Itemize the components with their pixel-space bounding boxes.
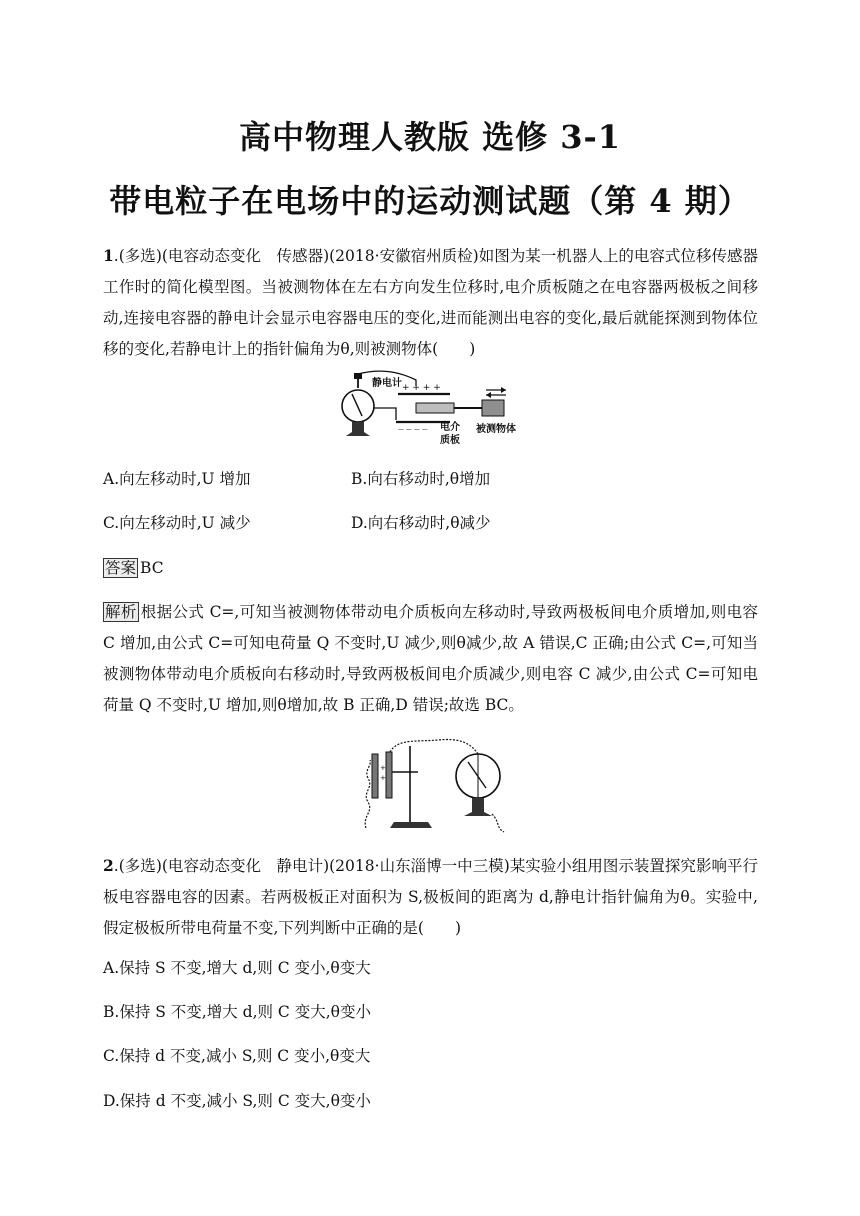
right-plate [386, 752, 392, 798]
q1-answer-line [103, 557, 164, 579]
question-1-stem [103, 240, 758, 365]
stand-base [390, 822, 432, 828]
q2-option-d: D.保持 d 不变,减小 S,则 C 变大,θ变小 [103, 1092, 371, 1110]
analysis-electrometer-base [464, 798, 492, 816]
left-plate [372, 754, 378, 798]
document-title: 高中物理人教版 选修 3-1 [238, 118, 622, 156]
coiled-wire-left [365, 760, 370, 828]
question-2-text: .(多选)(电容动态变化 静电计)(2018·山东淄博一中三模)某实验小组用图示装置探究影响平行板电容器电容的因素。若两极板正对面积为 S,极板间的距离为 d,静电计指针偏角为θ。实验中,假定极板所带电荷量不变,下列判断中正确的是( ) [103, 857, 758, 937]
q1-analysis-text: 根据公式 C=,可知当被测物体带动电介质板向左移动时,导致两极板间电介质增加,则电容 C 增加,由公式 C=可知电荷量 Q 不变时,U 减少,则θ减少,故 A 错误,C 正确;由公式 C=,可知当被测物体带动电介质板向右移动时,导致两极板间电介质减少,则电容 C 减少,由公式 C=可知电荷量 Q 不变时,U 增加,则θ增加,故 B 正确,D 错误;故选 BC。 [103, 603, 758, 714]
wire-bottom [374, 408, 396, 420]
dielectric-slab [416, 403, 454, 413]
label-dielectric-2: 质板 [440, 435, 460, 446]
label-plus-signs: + + + + [402, 383, 441, 393]
question-2-stem [103, 850, 758, 944]
q1-option-a: A.向左移动时,U 增加 [103, 470, 251, 488]
document-subtitle: 带电粒子在电场中的运动测试题（第 4 期） [109, 182, 751, 220]
label-dielectric-1: 电介 [440, 422, 460, 433]
electrometer-base [346, 422, 370, 436]
measured-object [482, 400, 504, 416]
coiled-wire-top [390, 740, 478, 754]
svg-text:+: + [380, 774, 386, 782]
q2-option-c: C.保持 d 不变,减小 S,则 C 变小,θ变大 [103, 1047, 371, 1065]
question-1-number: 1 [103, 246, 114, 265]
q1-option-b: B.向右移动时,θ增加 [351, 470, 491, 488]
arrow-left-icon [486, 392, 491, 398]
q1-analysis [103, 597, 758, 721]
analysis-tag: 解析 [105, 603, 137, 621]
label-minus-signs: — — — — [398, 426, 428, 433]
arrow-right-icon [501, 387, 506, 393]
question-1-figure [338, 368, 538, 448]
q1-answer: BC [140, 559, 164, 577]
q1-option-d: D.向右移动时,θ减少 [351, 514, 491, 532]
analysis-figure [358, 736, 508, 834]
label-measured-object: 被测物体 [476, 424, 516, 435]
q1-option-c: C.向左移动时,U 减少 [103, 514, 251, 532]
question-2-number: 2 [103, 856, 114, 875]
q2-option-a: A.保持 S 不变,增大 d,则 C 变小,θ变大 [103, 959, 371, 977]
label-electrometer: 静电计 [372, 378, 402, 389]
svg-text:+: + [380, 764, 386, 772]
question-1-text: .(多选)(电容动态变化 传感器)(2018·安徽宿州质检)如图为某一机器人上的电容式位移传感器工作时的简化模型图。当被测物体在左右方向发生位移时,电介质板随之在电容器两极板之间移动,连接电容器的静电计会显示电容器电压的变化,进而能测出电容的变化,最后就能探测到物体位移的变化,若静电计上的指针偏角为θ,则被测物体( ) [103, 247, 758, 358]
coiled-wire-right [492, 814, 504, 832]
answer-tag: 答案 [105, 559, 137, 577]
q2-option-b: B.保持 S 不变,增大 d,则 C 变大,θ变小 [103, 1003, 371, 1021]
